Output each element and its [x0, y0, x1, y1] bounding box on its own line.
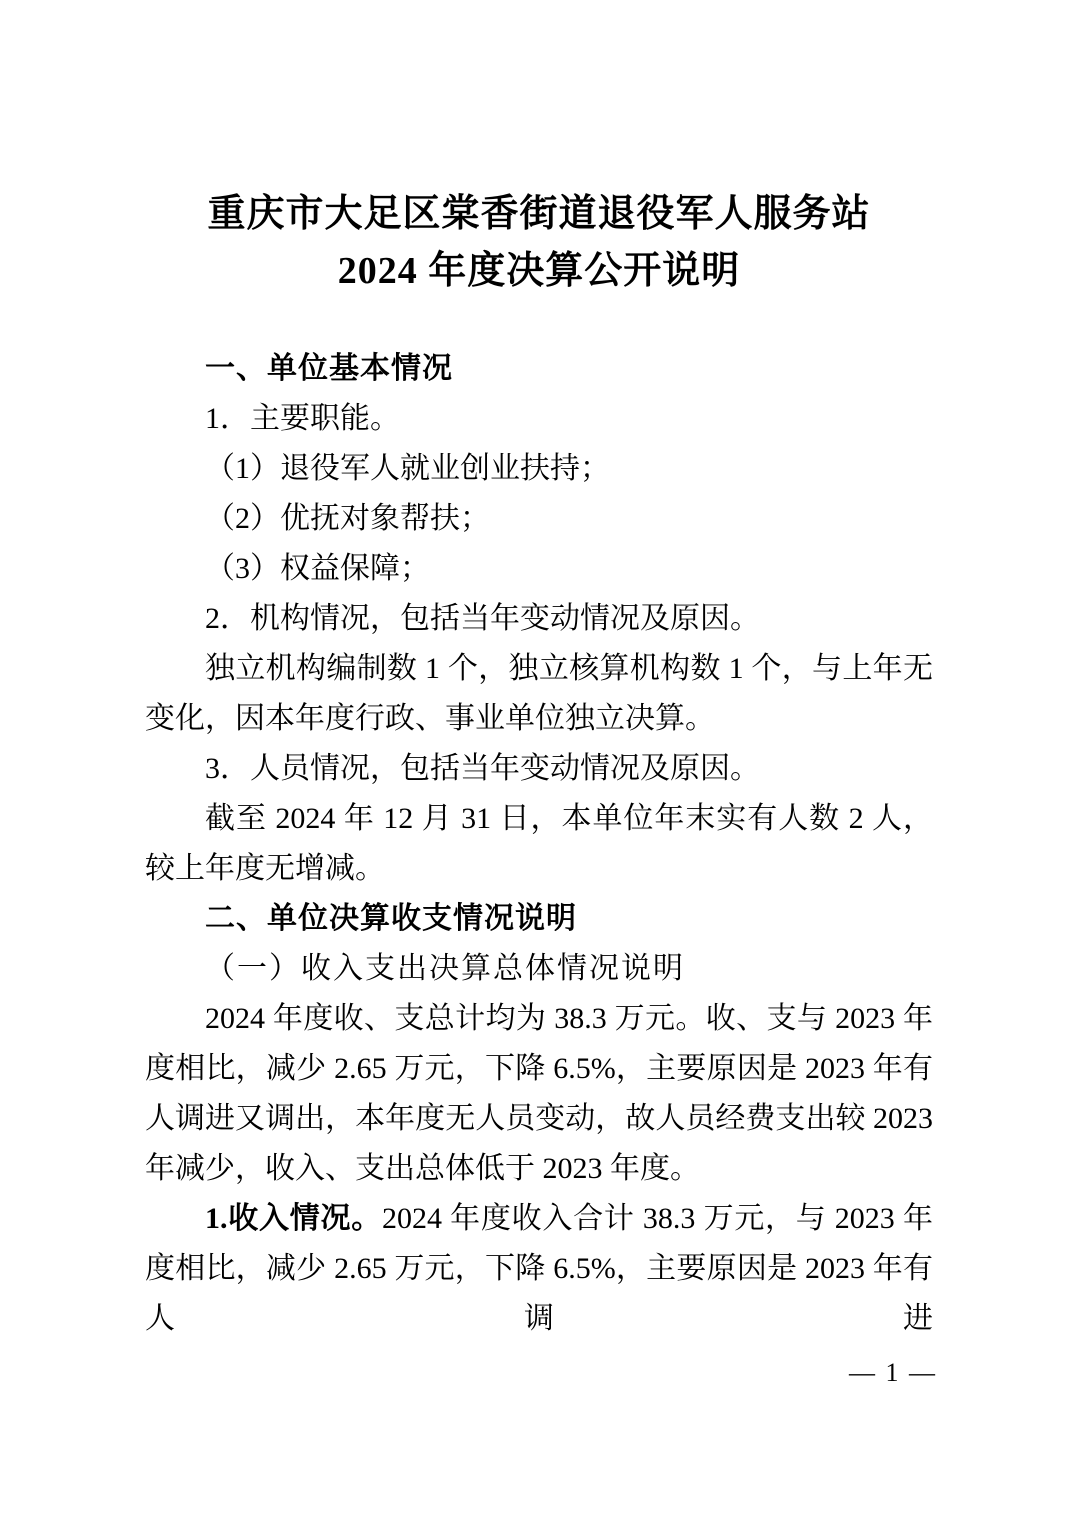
- item3-staff: 3．人员情况，包括当年变动情况及原因。: [205, 752, 760, 785]
- subsection1-heading: （一）收入支出决算总体情况说明: [205, 952, 685, 985]
- item2-organization: 2．机构情况，包括当年变动情况及原因。: [205, 602, 760, 635]
- income-paragraph-text: 2024 年度收入合计 38.3 万元，与 2023 年度相比，减少 2.65 万元，下降 6.5%，主要原因是 2023 年有人调进: [145, 1202, 934, 1335]
- item3-staff-detail: 截至 2024 年 12 月 31 日，本单位年末实有人数 2 人，较上年度无增减。: [145, 802, 933, 885]
- document-content: [145, 0, 933, 1344]
- item1-functions: 1．主要职能。: [205, 402, 400, 435]
- income-paragraph: [145, 1194, 933, 1344]
- function-list-item-3: （3）权益保障；: [205, 552, 430, 585]
- document-title-line2: 2024 年度决算公开说明: [337, 250, 741, 292]
- overview-paragraph: 2024 年度收、支总计均为 38.3 万元。收、支与 2023 年度相比，减少 2.65 万元，下降 6.5%，主要原因是 2023 年有人调进又调出，本年度无人员变动，故人员经费支出较 2023 年减少，收入、支出总体低于 2023 年度。: [145, 1002, 933, 1185]
- document-title: [145, 186, 933, 300]
- income-paragraph-label: 1.收入情况。: [205, 1202, 382, 1235]
- section2-heading: 二、单位决算收支情况说明: [205, 902, 577, 935]
- section1-heading: 一、单位基本情况: [205, 352, 453, 385]
- function-list-item-1: （1）退役军人就业创业扶持；: [205, 452, 610, 485]
- function-list-item-2: （2）优抚对象帮扶；: [205, 502, 490, 535]
- document-title-line1: 重庆市大足区棠香街道退役军人服务站: [207, 193, 871, 235]
- document-body: [145, 344, 933, 1344]
- item2-organization-detail: 独立机构编制数 1 个，独立核算机构数 1 个，与上年无变化，因本年度行政、事业单位独立决算。: [145, 652, 933, 735]
- page-number: — 1 —: [849, 1358, 937, 1387]
